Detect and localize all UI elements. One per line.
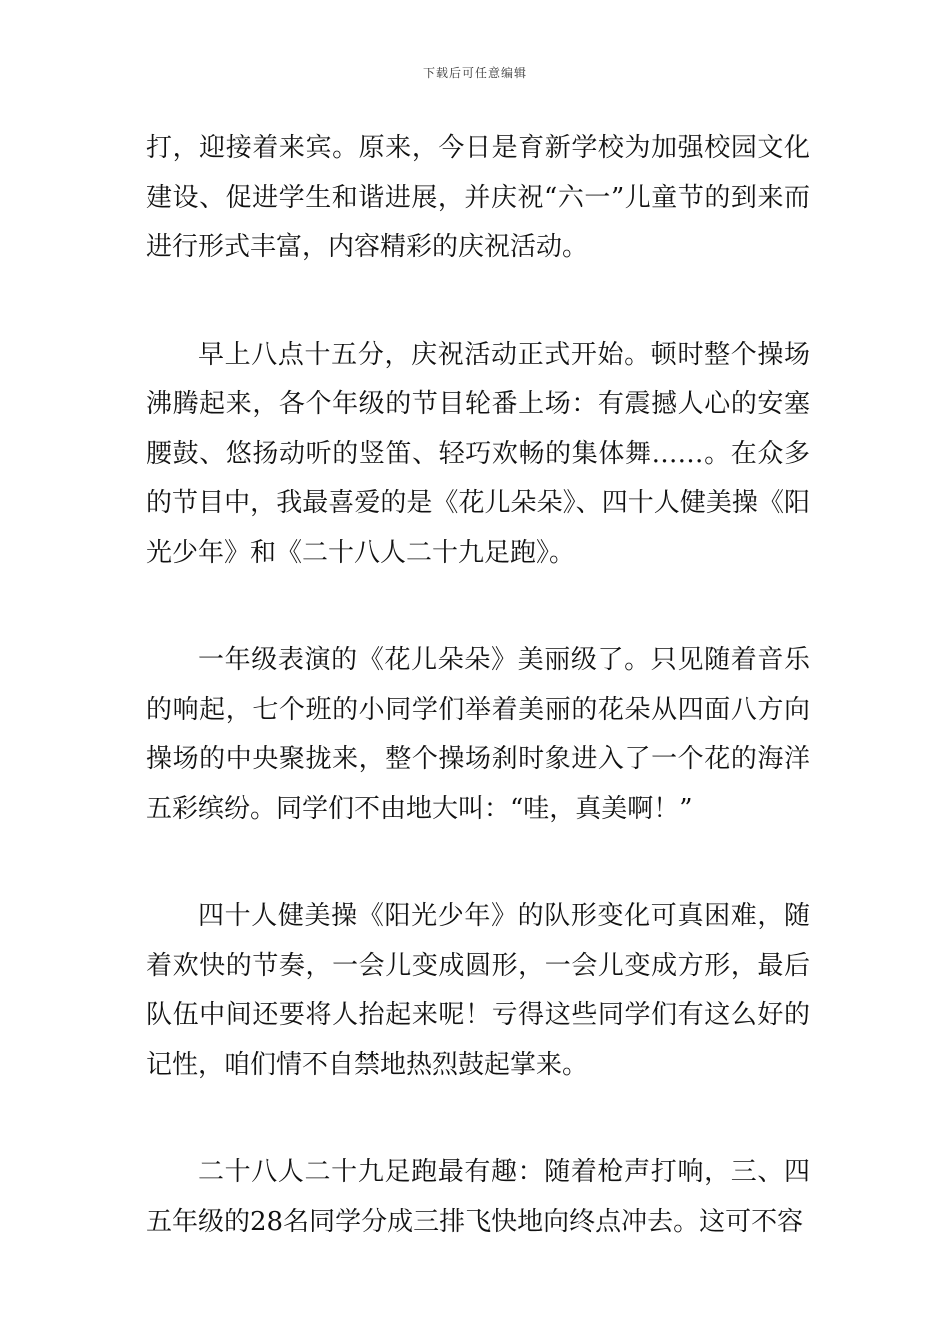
paragraph-opening-ceremony: 早上八点十五分，庆祝活动正式开始。顿时整个操场沸腾起来，各个年级的节目轮番上场：有震撼人心的安塞腰鼓、悠扬动听的竖笛、轻巧欢畅的集体舞……。在众多的节目中，我最喜爱的是《花儿朵朵》、四十人健美操《阳光少年》和《二十八人二十九足跑》。: [146, 339, 810, 568]
paragraph-continuation: 打，迎接着来宾。原来，今日是育新学校为加强校园文化建设、促进学生和谐进展，并庆祝“六一”儿童节的到来而进行形式丰富，内容精彩的庆祝活动。: [146, 133, 810, 262]
paragraph-flowers-performance: 一年级表演的《花儿朵朵》美丽级了。只见随着音乐的响起，七个班的小同学们举着美丽的花朵从四面八方向操场的中央聚拢来，整个操场刹时象进入了一个花的海洋五彩缤纷。同学们不由地大叫：“哇，真美啊！”: [146, 645, 810, 824]
page-header-note: 下载后可任意编辑: [422, 66, 527, 80]
paragraph-relay-race: 二十八人二十九足跑最有趣：随着枪声打响，三、四五年级的28名同学分成三排飞快地向终点冲去。这可不容: [146, 1157, 810, 1237]
document-body: [146, 124, 810, 1247]
paragraph-aerobics-performance: 四十人健美操《阳光少年》的队形变化可真困难，随着欢快的节奏，一会儿变成圆形，一会儿变成方形，最后队伍中间还要将人抬起来呢！亏得这些同学们有这么好的记性，咱们情不自禁地热烈鼓起掌来。: [146, 901, 810, 1080]
